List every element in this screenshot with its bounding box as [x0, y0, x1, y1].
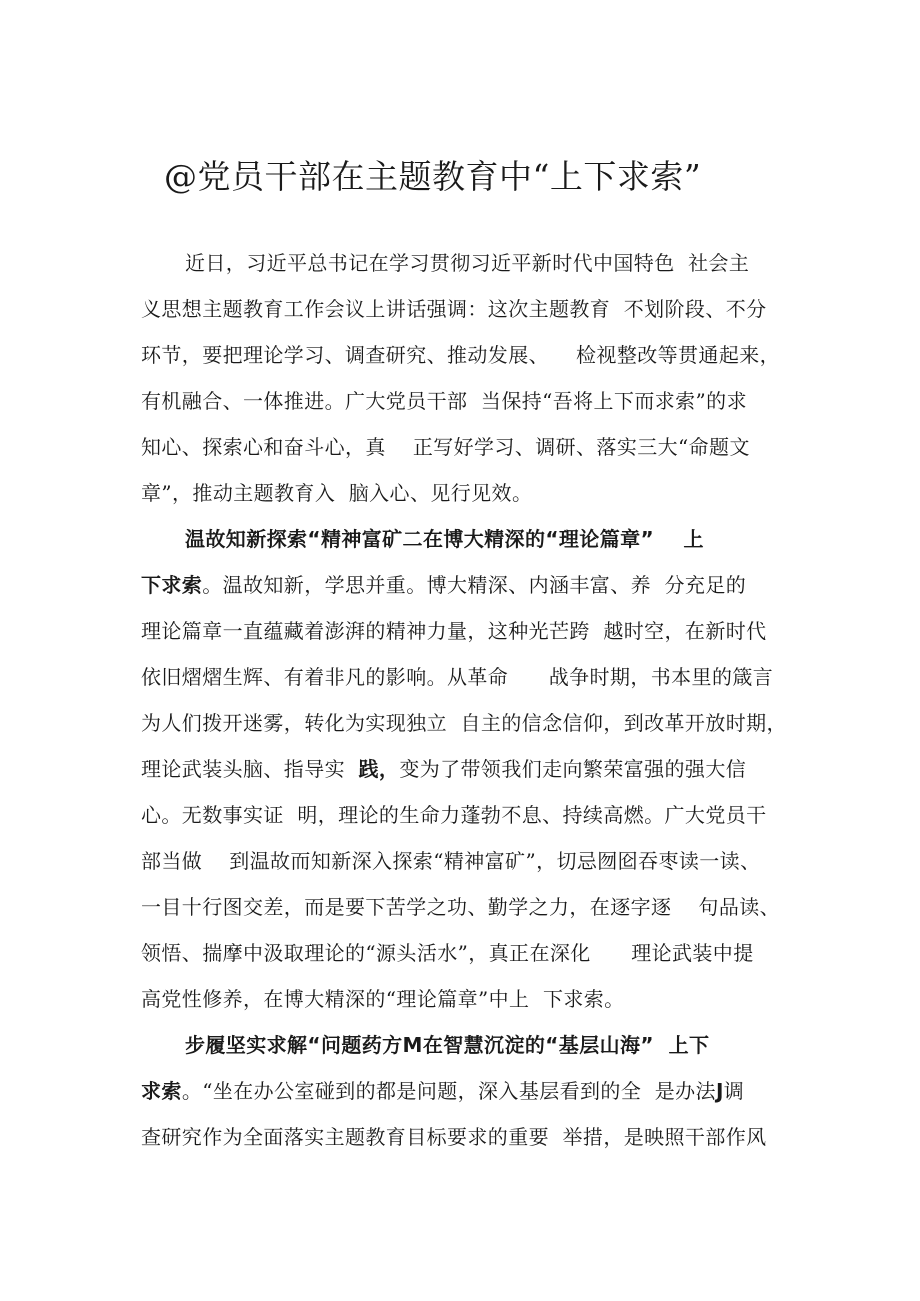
text-line: 部当做 到温故而知新深入探索“精神富矿”，切忌囫囵吞枣读一读、: [141, 849, 761, 873]
document-title: @党员干部在主题教育中“上下求索”: [164, 157, 702, 196]
paragraph-3: [141, 1022, 801, 1160]
text-line: [141, 562, 801, 608]
text-segment: 调: [723, 1079, 745, 1103]
text-line: 查研究作为全面落实主题教育目标要求的重要 举措，是映照干部作风: [141, 1125, 767, 1149]
bold-segment: J: [715, 1079, 724, 1103]
document-body: [141, 240, 801, 1160]
text-segment: 变为了带领我们走向繁荣富强的强大信: [399, 757, 747, 781]
text-line: 近日，习近平总书记在学习贯彻习近平新时代中国特色 社会主: [185, 251, 750, 275]
section-heading-continued: 下求索: [141, 573, 203, 597]
text-segment: 理论武装头脑、指导实: [141, 757, 359, 781]
text-line: 环节，要把理论学习、调查研究、推动发展、 检视整改等贯通起来，: [141, 343, 781, 367]
text-line: 章”，推动主题教育入 脑入心、见行见效。: [141, 481, 533, 505]
text-line: 有机融合、一体推进。广大党员干部 当保持“吾将上下而求索”的求: [141, 389, 747, 413]
section-heading-continued: 求索: [141, 1079, 182, 1103]
text-line: [141, 746, 801, 792]
text-line: [141, 1068, 801, 1114]
text-line: 义思想主题教育工作会议上讲话强调：这次主题教育 不划阶段、不分: [141, 297, 767, 321]
text-line: 知心、探索心和奋斗心，真 正写好学习、调研、落实三大“命题文: [141, 435, 750, 459]
paragraph-2: [141, 516, 801, 1022]
text-line: 领悟、揣摩中汲取理论的“源头活水”，真正在深化 理论武装中提: [141, 941, 754, 965]
section-heading: 步履坚实求解“问题药方M在智慧沉淀的“基层山海” 上下: [185, 1033, 710, 1057]
paragraph-1: [141, 240, 801, 516]
text-segment: 。温故知新，学思并重。博大精深、内涵丰富、养 分充足的: [202, 573, 747, 597]
bold-segment: 践，: [358, 757, 400, 781]
section-heading: 温故知新探索“精神富矿二在博大精深的“理论篇章” 上: [185, 527, 704, 551]
text-segment: 。“坐在办公室碰到的都是问题，深入基层看到的全 是办法: [181, 1079, 716, 1103]
text-line: 依旧熠熠生辉、有着非凡的影响。从革命 战争时期，书本里的箴言: [141, 665, 774, 689]
text-line: 为人们拨开迷雾，转化为实现独立 自主的信念信仰，到改革开放时期，: [141, 711, 787, 735]
text-line: 高党性修养，在博大精深的“理论篇章”中上 下求索。: [141, 987, 625, 1011]
text-line: 一目十行图交差，而是要下苦学之功、勤学之力，在逐字逐 句品读、: [141, 895, 781, 919]
text-line: 理论篇章一直蕴藏着澎湃的精神力量，这种光芒跨 越时空，在新时代: [141, 619, 767, 643]
text-line: 心。无数事实证 明，理论的生命力蓬勃不息、持续高燃。广大党员干: [141, 803, 767, 827]
